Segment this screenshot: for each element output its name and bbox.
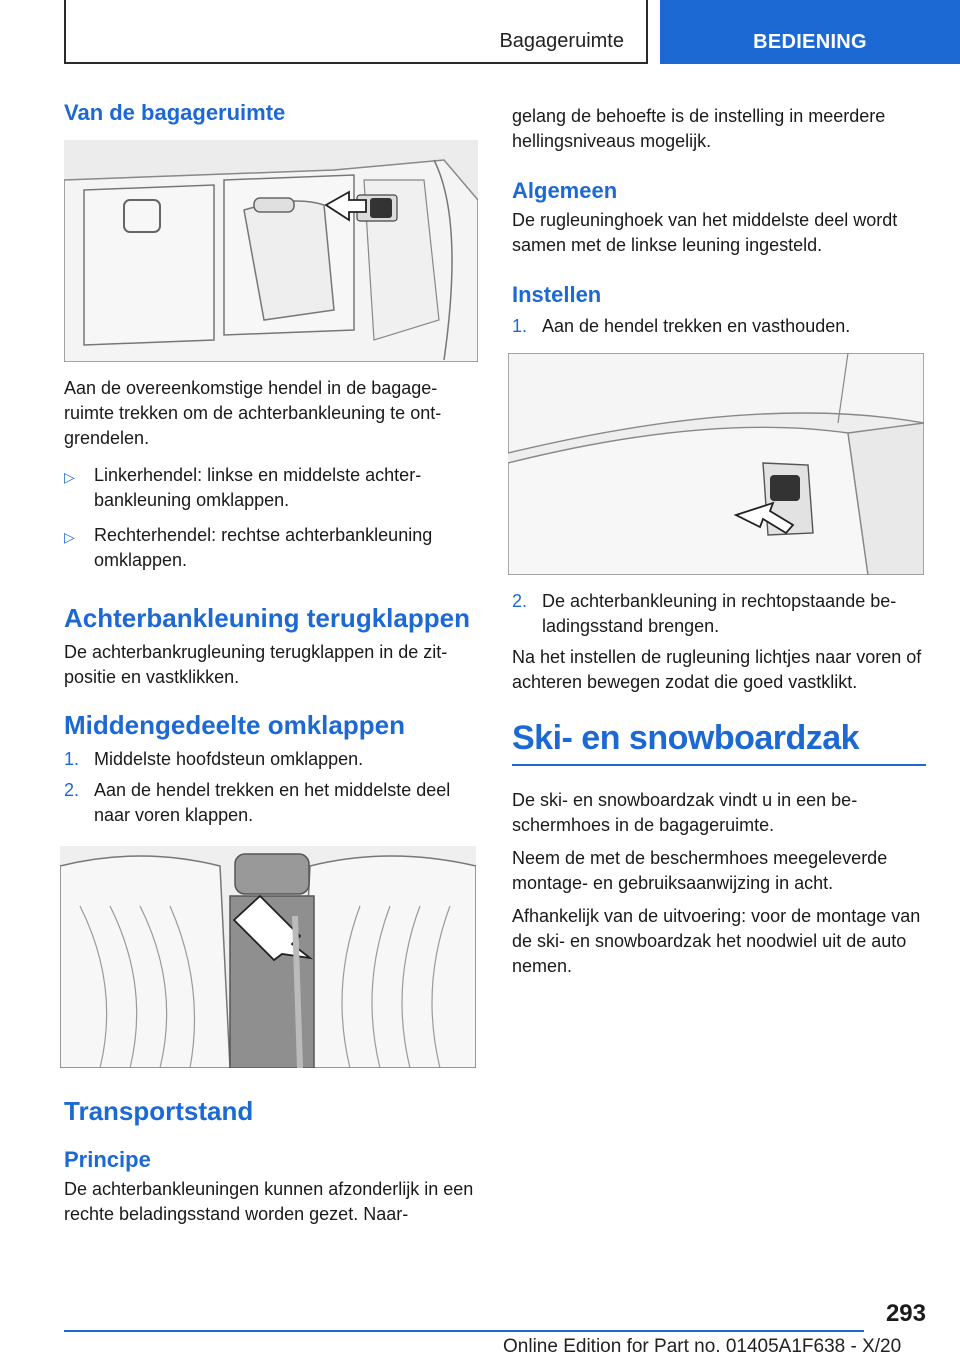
footer-edition: Online Edition for Part no. 01405A1F638 - X/20 [503, 1336, 902, 1357]
step-text: Aan de hendel trekken en het middelste deel naar voren klappen. [94, 780, 451, 825]
heading-algemeen: Algemeen [512, 178, 618, 203]
algemeen-text: De rugleuninghoek van het middelste deel wordt samen met de linkse leuning ingesteld. [512, 210, 898, 255]
trunk-lever-illustration [64, 140, 478, 362]
principe-text: De achterbankleuningen kunnen afzonderlijk in een rechte beladingsstand worden gezet. Naar- [64, 1179, 474, 1224]
left-column [64, 100, 478, 1235]
heading-van-de-bagageruimte: Van de bagageruimte [64, 100, 286, 125]
heading-transportstand: Transportstand [64, 1096, 254, 1126]
step-number: 2. [512, 591, 528, 611]
step-number: 1. [512, 316, 528, 336]
step-item [512, 589, 926, 639]
trunk-lever-text: Aan de overeenkomstige hendel in de bagage-ruimte trekken om de achterbankleuning te ont-grendelen. [64, 378, 442, 448]
figure-seat-recline-lever [508, 353, 924, 575]
heading-achterbankleuning-terugklappen: Achterbankleuning terugklappen [64, 603, 470, 633]
header-chapter-label: BEDIENING [753, 31, 867, 53]
header-section-title: Bagageruimte [499, 30, 624, 52]
heading-principe: Principe [64, 1147, 151, 1172]
bullet-item [64, 523, 478, 573]
recline-lever-illustration [508, 353, 924, 575]
heading-middengedeelte-omklappen: Middengedeelte omklappen [64, 710, 405, 740]
instellen-text: Na het instellen de rugleuning lichtjes naar voren of achteren bewegen zodat die goed vastklikt. [512, 647, 922, 692]
step-text: De achterbankleuning in rechtopstaande be-ladingsstand brengen. [542, 591, 897, 636]
step-item [64, 778, 478, 828]
step-item [64, 747, 478, 772]
step-text: Middelste hoofdsteun omklappen. [94, 749, 364, 769]
bullet-text: Rechterhendel: rechtse achterbankleuning omklappen. [94, 525, 433, 570]
footer-rule [64, 1330, 864, 1332]
ski-text-2: Neem de met de beschermhoes meegeleverde montage- en gebruiksaanwijzing in acht. [512, 848, 888, 893]
bullet-text: Linkerhendel: linkse en middelste achter-bankleuning omklappen. [94, 465, 422, 510]
step-number: 1. [64, 749, 80, 769]
ski-text-3: Afhankelijk van de uitvoering: voor de montage van de ski- en snowboardzak het noodwiel uit de auto nemen. [512, 906, 921, 976]
step-text: Aan de hendel trekken en vasthouden. [542, 316, 851, 336]
header-chapter-tab[interactable] [660, 0, 960, 64]
triangle-bullet-icon: ▷ [64, 529, 75, 545]
heading-instellen: Instellen [512, 282, 602, 307]
step-number: 2. [64, 780, 80, 800]
step-item [512, 314, 926, 339]
header-frame [64, 0, 648, 64]
bullet-item [64, 463, 478, 513]
rear-seat-illustration [60, 846, 476, 1068]
right-column [512, 100, 926, 987]
ski-text-1: De ski- en snowboardzak vindt u in een be-schermhoes in de bagageruimte. [512, 790, 858, 835]
figure-rear-seat-middle [60, 846, 476, 1068]
page-number: 293 [885, 1300, 926, 1327]
heading-ski-snowboardzak: Ski- en snowboardzak [512, 719, 860, 757]
continued-text: gelang de behoefte is de instelling in meerdere hellingsniveaus mogelijk. [512, 106, 886, 151]
figure-trunk-lever [64, 140, 478, 362]
terugklappen-text: De achterbankrugleuning terugklappen in de zit-positie en vastklikken. [64, 642, 448, 687]
triangle-bullet-icon: ▷ [64, 469, 75, 485]
section-heading-rule [512, 719, 926, 766]
